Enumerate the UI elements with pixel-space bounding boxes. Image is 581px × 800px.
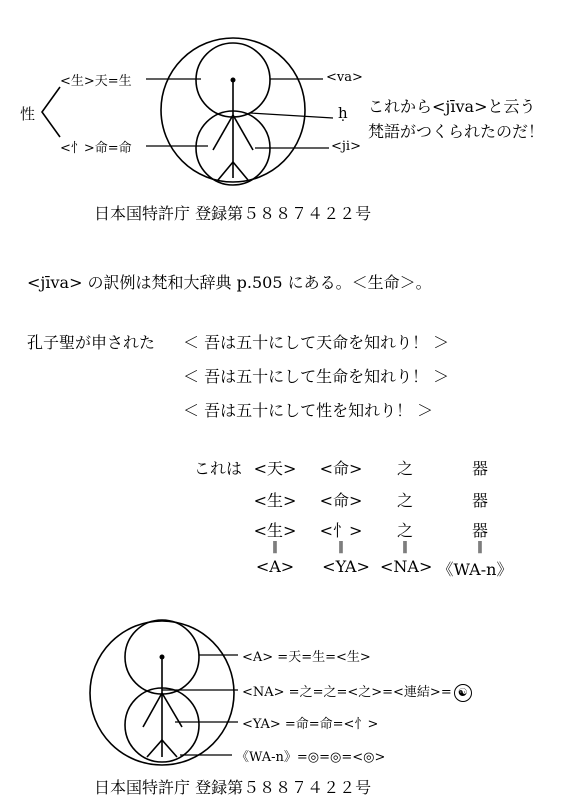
table-cell: 之	[396, 491, 413, 510]
table-cell: 器	[471, 521, 488, 540]
table-cell: <生>	[253, 521, 297, 540]
bottom-label-na-text: <NA> =之=之=<之>=<連結>=	[242, 685, 452, 700]
confucius-line-1: ＜ 吾は五十にして天命を知れり！ ＞	[183, 333, 450, 352]
table-cell: <命>	[319, 491, 363, 510]
table-cell: <NA>	[380, 557, 433, 576]
table-cell: 《WA-n》	[437, 560, 513, 579]
table-equals: ‖	[477, 539, 483, 553]
table-equals: ‖	[272, 539, 278, 553]
table-cell: <生>	[253, 491, 297, 510]
table-cell: <A>	[255, 557, 295, 576]
table-cell: <命>	[319, 459, 363, 478]
table-cell: 之	[396, 521, 413, 540]
bottom-label-a: <A> =天=生=<生>	[242, 650, 371, 665]
table-cell: 之	[396, 459, 413, 478]
tomoe-icon: ☯	[454, 684, 472, 702]
confucius-prefix: 孔子聖が申された	[27, 333, 156, 352]
note-line-2: 梵語がつくられたのだ！	[368, 122, 545, 141]
table-cell: <YA>	[322, 557, 370, 576]
table-cell: <忄>	[319, 521, 363, 540]
upper-left-label: <生>天=生	[60, 74, 132, 89]
right-ji-label: <ji>	[331, 139, 361, 154]
bottom-label-wan: 《WA-n》=◎=◎=<◎>	[236, 750, 386, 765]
confucius-line-3: ＜ 吾は五十にして性を知れり！ ＞	[183, 401, 434, 420]
right-h-label: ḥ	[338, 104, 348, 122]
confucius-line-2: ＜ 吾は五十にして生命を知れり！ ＞	[183, 367, 450, 386]
note-line-1: これから<jīva>と云う	[368, 97, 536, 116]
bottom-label-ya: <YA> =命=命=<忄>	[242, 717, 379, 732]
table-cell: 器	[471, 491, 488, 510]
table-prefix: これは	[194, 459, 243, 478]
bottom-label-na	[242, 681, 472, 702]
bottom-patent: 日本国特許庁 登録第５８８７４２２号	[94, 778, 372, 797]
sei-label: 性	[20, 105, 36, 123]
lower-left-label: <忄>命=命	[60, 141, 132, 156]
table-equals: ‖	[402, 539, 408, 553]
top-patent: 日本国特許庁 登録第５８８７４２２号	[94, 204, 372, 223]
table-cell: 器	[471, 459, 488, 478]
table-equals: ‖	[338, 539, 344, 553]
bottom-branch-left	[143, 693, 162, 727]
right-va-label: <va>	[326, 70, 363, 85]
translation-note: <jīva> の訳例は梵和大辞典 p.505 にある。＜生命＞。	[27, 273, 432, 292]
table-cell: <天>	[253, 459, 297, 478]
